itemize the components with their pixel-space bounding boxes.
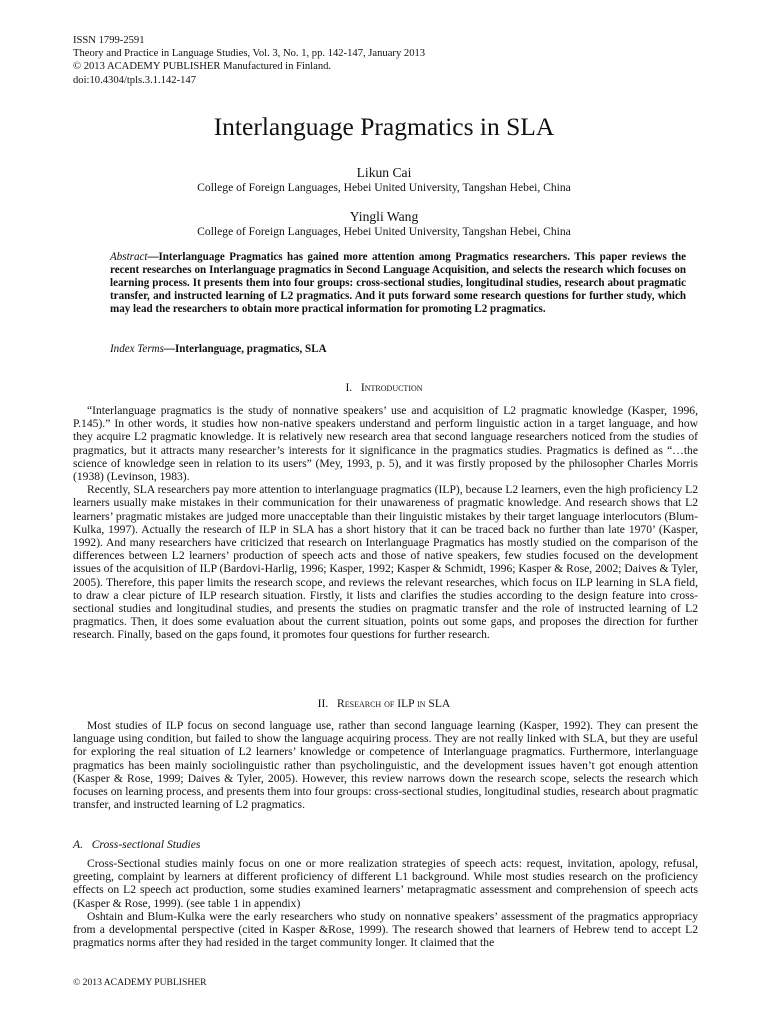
journal-header [73, 34, 713, 87]
author-name-1: Likun Cai [356, 165, 412, 180]
paragraph: Most studies of ILP focus on second language use, rather than second language learning (Kasper, 1992). They can present the language using condition, but failed to show the language acquiring process. They are not really linked with SLA, but they are useful for exploring the real situation of L2 learners’ knowledge or competence of Interlanguage pragmatics. Furthermore, interlanguage pragmatics has been mainly sociolinguistic rather than psycholinguistic, and the development issues haven’t got enough attention (Kasper & Rose, 1999; Daives & Tyler, 2005). However, this review narrows down the research scope, selects the research which focuses on learning process, and presents them into four groups: cross-sectional studies, longitudinal studies, research about pragmatic transfer, and instructed learning of L2 pragmatics. [73, 719, 698, 812]
section-heading-introduction [0, 381, 768, 395]
abstract [110, 251, 686, 316]
issn: ISSN 1799-2591 [73, 35, 145, 46]
abstract-label: Abstract [110, 251, 148, 263]
paragraph: Recently, SLA researchers pay more attention to interlanguage pragmatics (ILP), because L2 learners, even the high proficiency L2 learners usually make mistakes in their communication for their unawareness of pragmatic knowledge. And research shows that L2 learners’ pragmatic mistakes are judged more unacceptable than their linguistic mistakes by their target language interlocutors (Blum-Kulka, 1997). Actually the research of ILP in SLA has a short history that it can be traced back no further than late 1970’ (Kasper, 1992). And many researchers have criticized that research on Interlanguage Pragmatics has mostly studied on the comparison of the differences between L2 learners’ production of speech acts and those of native speakers, few studies focused on the development issues of the acquisition of ILP (Bardovi-Harlig, 1996; Kasper, 1992; Kasper & Schmidt, 1996; Kasper & Rose, 2002; Daives & Tyler, 2005). Therefore, this paper limits the research scope, and reviews the relevant researches, which focus on ILP learning in SLA field, to draw a clear picture of ILP research situation. Firstly, it lists and clarifies the studies according to the design feature into cross-sectional studies and longitudinal studies, and presents the studies on pragmatic transfer and the role of instructed learning of L2 pragmatics. Then, it does some evaluation about the current situation, points out some gaps, and proposes the direction for further research. Finally, based on the gaps found, it promotes four questions for further research. [73, 483, 698, 642]
paragraph: Oshtain and Blum-Kulka were the early researchers who study on nonnative speakers’ assessment of the pragmatics appropriacy from a developmental perspective (cited in Kasper &Rose, 1999). The research showed that learners of Hebrew tend to accept L2 pragmatics norms after they had resided in the target community longer. It claimed that the [73, 909, 698, 950]
journal-citation: Theory and Practice in Language Studies, Vol. 3, No. 1, pp. 142-147, January 2013 [73, 48, 426, 60]
research-body [73, 719, 698, 811]
index-terms-text: —Interlanguage, pragmatics, SLA [163, 343, 327, 355]
subsection-number: A. [73, 838, 83, 851]
cross-sectional-body [73, 857, 698, 949]
paragraph: Cross-Sectional studies mainly focus on one or more realization strategies of speech acts: request, invitation, apology, refusal, greeting, complaint by learners at different proficiency of different L1 background. While most studies research on the proficiency effects on L2 speech act production, some studies examined learners’ metapragmatic assessment and comprehension of speech acts (Kasper & Rose, 1999). (see table 1 in appendix) [73, 857, 698, 910]
author-affiliation-2: College of Foreign Languages, Hebei United University, Tangshan Hebei, China [197, 225, 571, 238]
subsection-heading-cross-sectional [73, 838, 200, 852]
footer-copyright: © 2013 ACADEMY PUBLISHER [73, 977, 207, 988]
section-heading-research [0, 697, 768, 711]
section-title: Research of ILP in SLA [337, 697, 451, 710]
doi: doi:10.4304/tpls.3.1.142-147 [73, 74, 197, 86]
author-name-2: Yingli Wang [349, 209, 419, 224]
section-title: Introduction [360, 381, 423, 394]
subsection-title: Cross-sectional Studies [91, 838, 201, 851]
author-affiliation-1: College of Foreign Languages, Hebei United University, Tangshan Hebei, China [197, 181, 571, 194]
section-number: II. [317, 697, 329, 710]
copyright-line: © 2013 ACADEMY PUBLISHER Manufactured in Finland. [73, 61, 332, 73]
abstract-text: —Interlanguage Pragmatics has gained more attention among Pragmatics researchers. This paper reviews the recent researches on Interlanguage pragmatics in Second Language Acquisition, and selects the research which focuses on learning process. It presents them into four groups: cross-sectional studies, longitudinal studies, research about pragmatic transfer, and instructed learning of L2 pragmatics. And it puts forward some research questions for further study, which may lead the researchers to obtain more practical information for promoting L2 pragmatics. [110, 251, 686, 315]
paper-title: Interlanguage Pragmatics in SLA [213, 112, 555, 141]
introduction-body [73, 404, 698, 642]
section-number: I. [345, 381, 353, 394]
index-terms-label: Index Terms [110, 343, 164, 355]
paragraph: “Interlanguage pragmatics is the study of nonnative speakers’ use and acquisition of L2 pragmatic knowledge (Kasper, 1996, P.145).” In other words, it studies how non-native speakers understand and perform linguistic action in a target language, and how they acquire L2 pragmatic knowledge. It is relatively new research area that second language researchers noticed from the studies of pragmatics, but it attracts many researcher’s interests for it significance in the pragmatics studies. Pragmatics is defined as “…the science of knowledge seen in relation to its users” (Mey, 1993, p. 5), and it was firstly proposed by the philosopher Charles Morris (1938) (Levinson, 1983). [73, 404, 698, 484]
index-terms [110, 343, 686, 356]
